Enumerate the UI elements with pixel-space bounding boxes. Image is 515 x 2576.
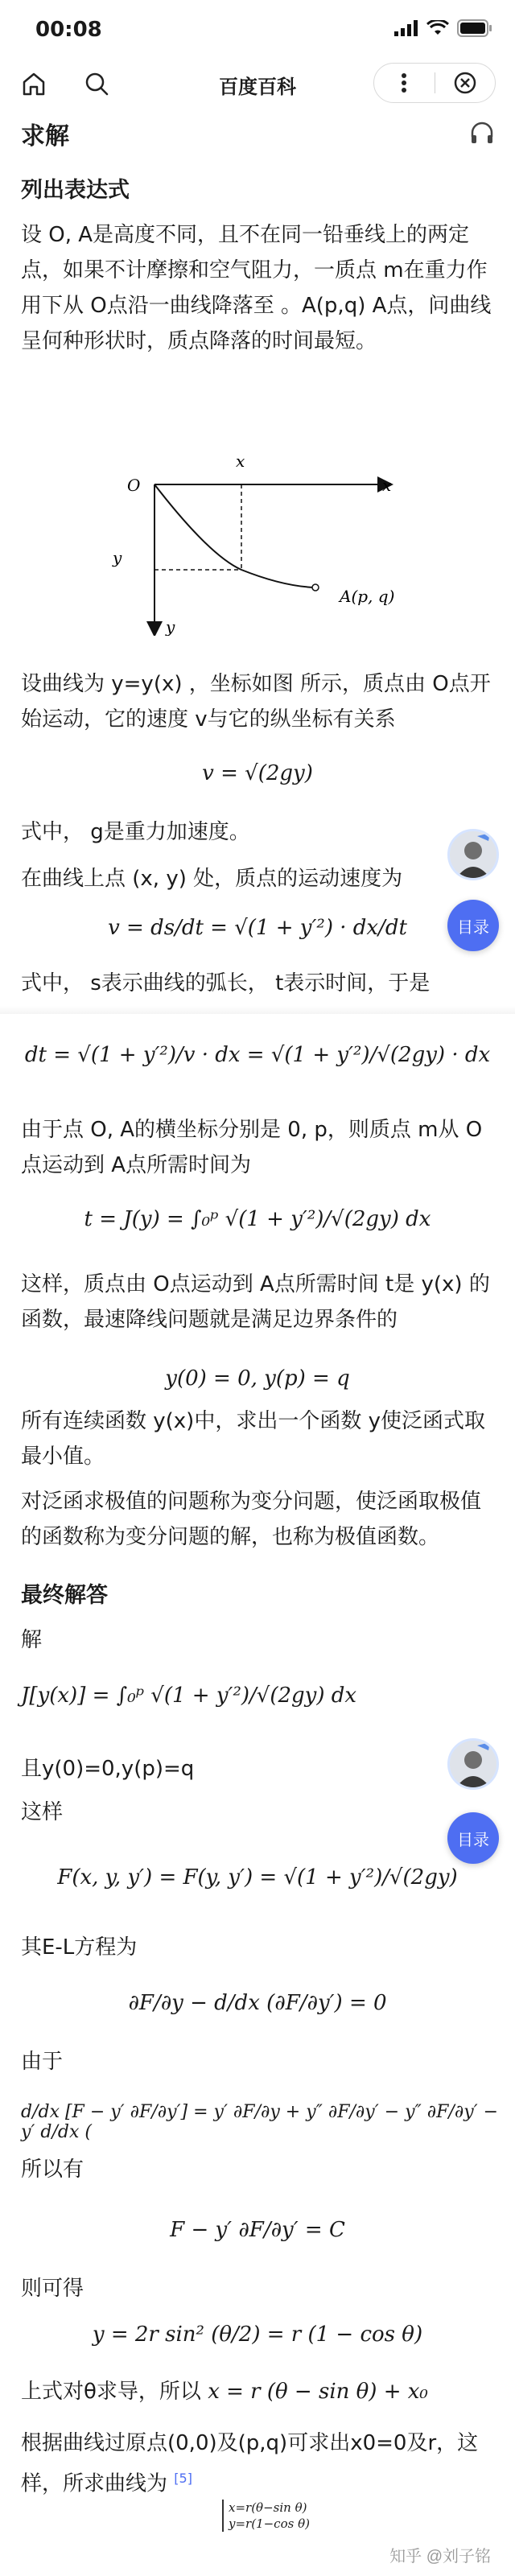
formula-derivative: d/dx [F − y′ ∂F/∂y′] = y′ ∂F/∂y + y″ ∂F/∂y′ − y″ ∂F/∂y′ − y′ d/dx ( <box>21 2102 499 2142</box>
paragraph-point-velocity: 在曲线上点 (x, y) 处，质点的运动速度为 <box>21 867 403 891</box>
toc-button[interactable]: 目录 <box>447 900 499 951</box>
paragraph-g: 式中， g是重力加速度。 <box>21 820 250 844</box>
status-icons <box>394 19 492 37</box>
headphones-icon[interactable] <box>468 119 496 146</box>
paragraph-obtain: 则可得 <box>21 2277 84 2301</box>
formula-el: ∂F/∂y − d/dx (∂F/∂y′) = 0 <box>128 1991 387 2015</box>
derive-text: 上式对θ求导，所以 <box>21 2380 201 2404</box>
final-text: 根据曲线过原点(0,0)及(p,q)可求出x0=0及r，这样，所求曲线为 <box>21 2431 479 2496</box>
section-title: 求解 <box>21 122 69 150</box>
paragraph-thus: 这样 <box>21 1800 64 1824</box>
formula-param-x: x=r(θ−sin θ) <box>229 2500 307 2515</box>
paragraph-derive <box>21 2374 494 2409</box>
author-avatar-2[interactable] <box>447 1738 499 1790</box>
portrait-icon <box>450 831 496 878</box>
point-a-marker <box>312 584 319 591</box>
formula-y-theta: y = 2r sin² (θ/2) = r (1 − cos θ) <box>92 2323 423 2347</box>
paragraph-since: 由于 <box>21 2050 64 2074</box>
nav-bar <box>0 58 515 109</box>
formula-param-y: y=r(1−cos θ) <box>229 2516 310 2531</box>
paragraph-problem: 设 O, A是高度不同，且不在同一铅垂线上的两定点，如果不计摩擦和空气阻力，一质点 m在重力作用下从 O点沿一曲线降落至 。A(p,q) A点，问曲线呈何种形状时，质点降落的时间最短。 <box>21 223 492 353</box>
paragraph-hence: 所以有 <box>21 2158 84 2182</box>
x-axis-label: x <box>382 476 392 495</box>
subsection-title-expression: 列出表达式 <box>21 178 130 203</box>
wifi-icon <box>426 20 449 36</box>
paragraph-brachistochrone: 这样，质点由 O点运动到 A点所需时间 t是 y(x) 的函数，最速降线问题就是满足边界条件的 <box>21 1272 490 1332</box>
status-bar <box>0 0 515 58</box>
reference-link[interactable]: [5] <box>174 2471 192 2486</box>
toc-button-2[interactable]: 目录 <box>447 1812 499 1864</box>
divider-shadow <box>0 1006 515 1014</box>
formula-ds-dt: v = ds/dt = √(1 + y′²) · dx/dt <box>108 916 407 940</box>
watermark: 知乎 @刘子铭 <box>389 2548 491 2566</box>
signal-icon <box>394 20 418 36</box>
formula-boundary: y(0) = 0, y(p) = q <box>165 1366 350 1391</box>
formula-functional: J[y(x)] = ∫₀ᵖ √(1 + y′²)/√(2gy) dx <box>21 1684 357 1708</box>
formula-parametric <box>222 2500 310 2532</box>
paragraph-el: 其E-L方程为 <box>21 1935 138 1960</box>
nav-title: 百度百科 <box>219 76 296 98</box>
paragraph-curve: 设曲线为 y=y(x) ，坐标如图 所示，质点由 O点开始运动，它的速度 v与它的纵坐标有关系 <box>21 672 491 732</box>
y-axis-label: y <box>166 617 175 636</box>
formula-dt: dt = √(1 + y′²)/v · dx = √(1 + y′²)/√(2gy) · dx <box>24 1043 491 1067</box>
subsection-title-solution: 最终解答 <box>21 1583 108 1608</box>
more-dots-icon <box>401 72 407 93</box>
origin-label: O <box>127 476 141 495</box>
battery-icon <box>457 19 492 37</box>
formula-velocity: v = √(2gy) <box>202 761 313 785</box>
formula-constant: F − y′ ∂F/∂y′ = C <box>170 2218 345 2242</box>
status-time: 00:08 <box>35 18 102 42</box>
portrait-icon-2 <box>450 1741 496 1787</box>
formula-f: F(x, y, y′) = F(y, y′) = √(1 + y′²)/√(2gy) <box>57 1865 458 1890</box>
paragraph-s-t: 式中， s表示曲线的弧长， t表示时间，于是 <box>21 971 431 995</box>
formula-integral-time: t = J(y) = ∫₀ᵖ √(1 + y′²)/√(2gy) dx <box>84 1207 431 1231</box>
author-avatar[interactable] <box>447 829 499 880</box>
paragraph-solve: 解 <box>21 1628 43 1652</box>
mini-program-capsule <box>373 63 496 103</box>
descent-curve <box>154 484 314 587</box>
paragraph-functional: 所有连续函数 y(x)中，求出一个函数 y使泛函式取最小值。 <box>21 1409 485 1469</box>
brachistochrone-graph <box>89 435 418 636</box>
paragraph-time: 由于点 O, A的横坐标分别是 0, p，则质点 m从 O点运动到 A点所需时间为 <box>21 1118 483 1177</box>
paragraph-variational: 对泛函求极值的问题称为变分问题，使泛函取极值的函数称为变分问题的解，也称为极值函数。 <box>21 1490 482 1549</box>
more-button[interactable] <box>374 63 435 103</box>
x-top-label: x <box>236 451 245 471</box>
paragraph-final <box>21 2426 494 2502</box>
formula-x-theta: x = r (θ − sin θ) + x₀ <box>208 2380 428 2404</box>
y-left-label: y <box>113 548 122 567</box>
close-button[interactable] <box>435 63 496 103</box>
point-a-label: A(p, q) <box>340 587 395 606</box>
close-circle-icon <box>453 71 477 95</box>
paragraph-boundary: 且y(0)=0,y(p)=q <box>21 1757 195 1781</box>
